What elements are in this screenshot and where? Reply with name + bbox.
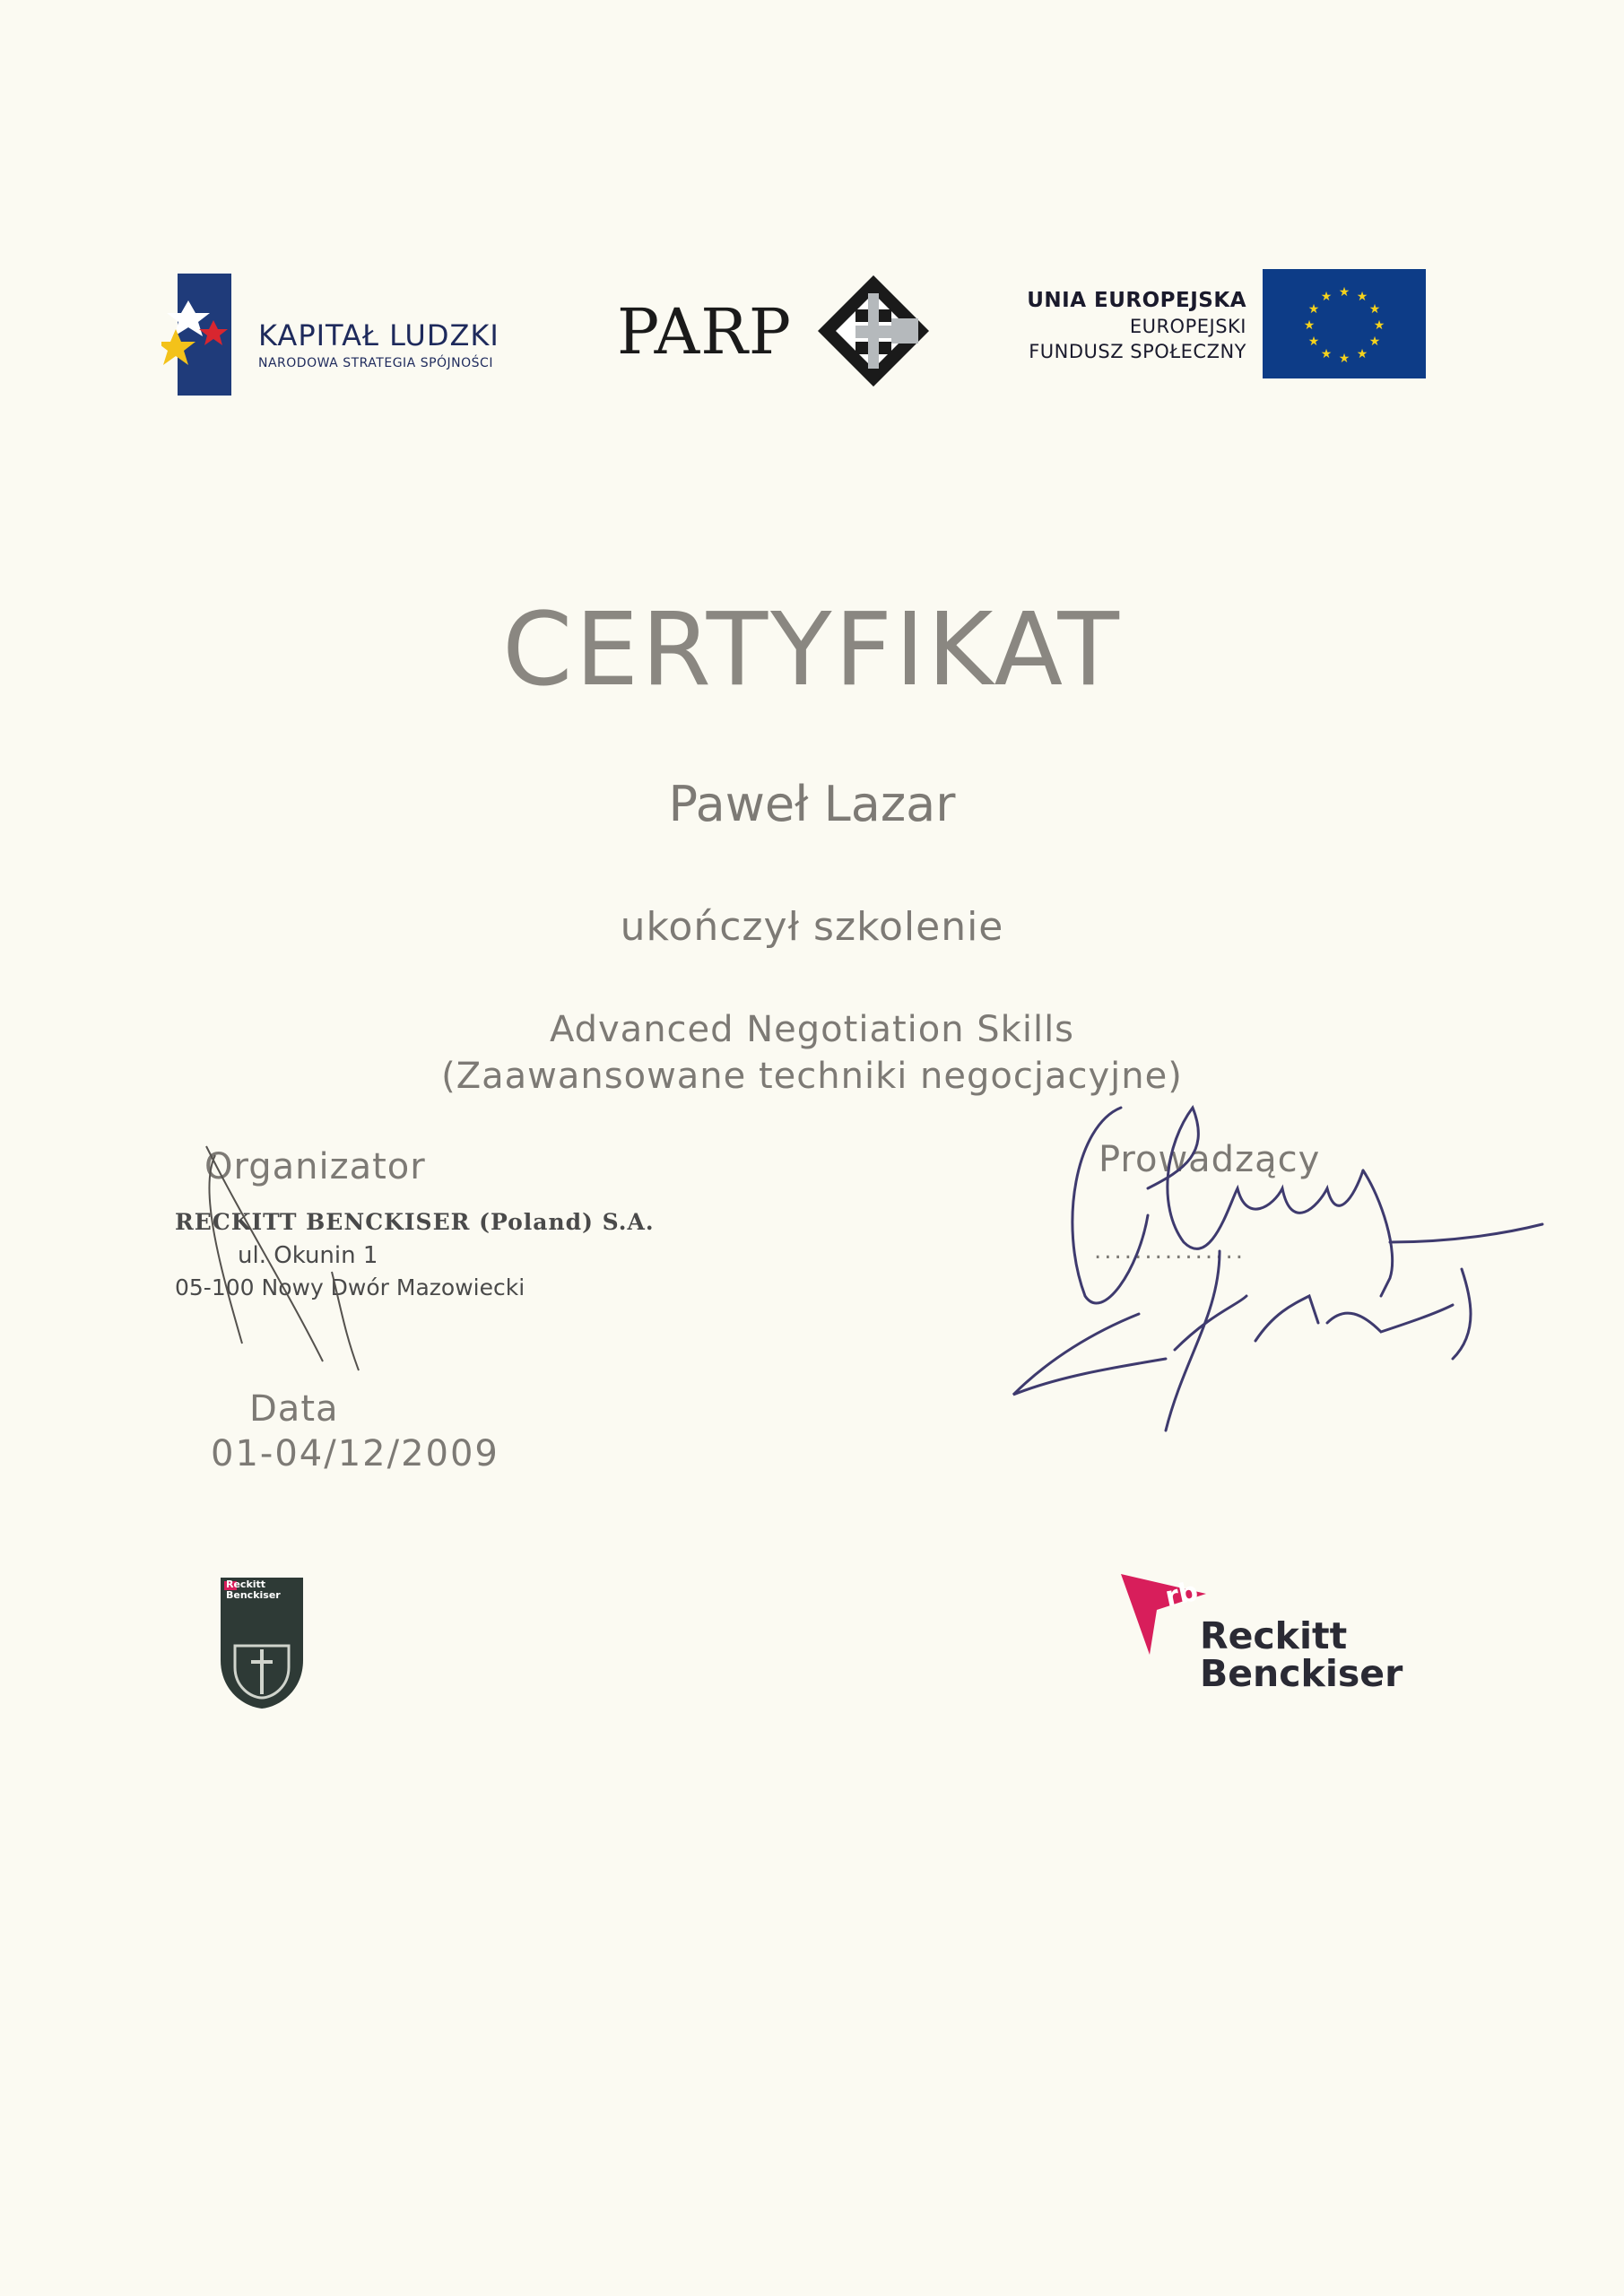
rb-mark-icon [1121, 1574, 1211, 1655]
leader-signature [1004, 1090, 1560, 1457]
svg-text:★: ★ [1338, 352, 1350, 366]
eu-social-fund-logo [1004, 269, 1435, 381]
organizer-signature [188, 1137, 395, 1379]
svg-text:★: ★ [1320, 347, 1333, 361]
eu-line-1: UNIA EUROPEJSKA [1027, 289, 1246, 312]
rb-wordmark [1200, 1614, 1403, 1695]
kapital-ludzki-subtitle: NARODOWA STRATEGIA SPÓJNOŚCI [258, 356, 493, 370]
rb-wordmark-line-2: Benckiser [1200, 1652, 1403, 1695]
eu-line-3: FUNDUSZ SPOŁECZNY [1029, 341, 1246, 362]
kapital-ludzki-logo [161, 274, 538, 399]
svg-text:★: ★ [1320, 290, 1333, 304]
svg-text:★: ★ [1373, 318, 1385, 333]
reckitt-benckiser-shield-logo [217, 1574, 307, 1710]
svg-text:★: ★ [1356, 290, 1368, 304]
reckitt-benckiser-logo [1121, 1574, 1408, 1709]
rb-wordmark-line-1: Reckitt [1200, 1614, 1348, 1657]
stamp-company: RECKITT BENCKISER (Poland) S.A. [175, 1209, 655, 1235]
kapital-ludzki-title: KAPITAŁ LUDZKI [258, 318, 499, 352]
date-value: 01-04/12/2009 [211, 1433, 499, 1474]
completion-text: ukończył szkolenie [620, 904, 1004, 950]
eu-flag-icon [1263, 269, 1426, 378]
svg-text:★: ★ [1368, 302, 1381, 317]
shield-text: Reckitt Benckiser [226, 1578, 281, 1601]
svg-text:★: ★ [1368, 335, 1381, 349]
organizer-label: Organizator [204, 1146, 426, 1187]
course-title [0, 1006, 1624, 1100]
parp-logo [617, 274, 931, 390]
kapital-ludzki-emblem [161, 274, 231, 396]
course-title-polish: (Zaawansowane techniki negocjacyjne) [441, 1056, 1183, 1097]
svg-text:★: ★ [1338, 285, 1350, 300]
parp-title: PARP [617, 295, 793, 369]
eu-line-2: EUROPEJSKI [1129, 316, 1246, 337]
stamp-street: ul. Okunin 1 [238, 1242, 378, 1269]
svg-text:★: ★ [1307, 335, 1320, 349]
svg-text:★: ★ [1356, 347, 1368, 361]
rb-mark-text: rb [1162, 1576, 1202, 1613]
recipient-name: Paweł Lazar [668, 776, 956, 832]
stamp-city: 05-100 Nowy Dwór Mazowiecki [175, 1274, 525, 1300]
certificate-title: CERTYFIKAT [502, 592, 1122, 709]
leader-label: Prowadzący [1099, 1139, 1321, 1180]
parp-emblem [816, 274, 931, 388]
eu-text-block [1027, 289, 1246, 362]
date-label: Data [249, 1388, 339, 1430]
svg-text:★: ★ [1303, 318, 1316, 333]
leader-signature-line: ............... [1094, 1238, 1246, 1265]
course-title-english: Advanced Negotiation Skills [549, 1009, 1075, 1050]
svg-text:★: ★ [1307, 302, 1320, 317]
